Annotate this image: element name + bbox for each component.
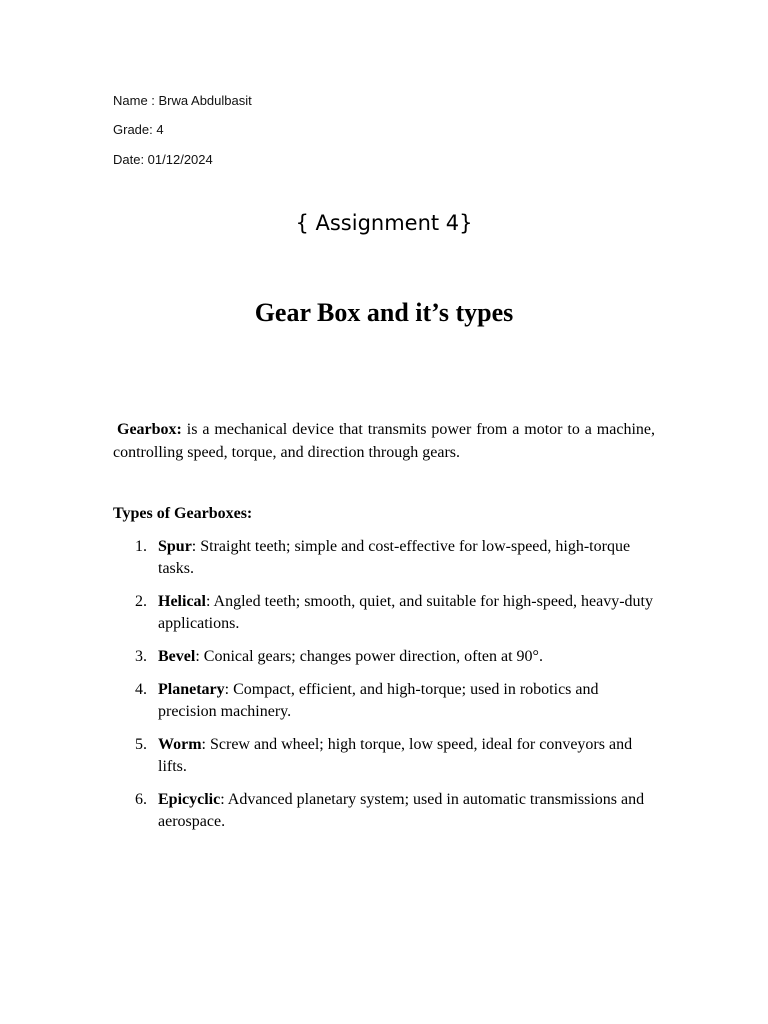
assignment-date: Date: 01/12/2024 (113, 152, 213, 167)
list-item-term: Epicyclic (158, 791, 221, 808)
list-item-term: Planetary (158, 681, 225, 698)
list-item-number: 6. (135, 791, 147, 808)
list-item (113, 734, 653, 778)
list-item-description: : Angled teeth; smooth, quiet, and suitable for high-speed, heavy-duty applications. (158, 593, 653, 632)
list-item (113, 646, 653, 668)
intro-text: is a mechanical device that transmits power from a motor to a machine, controlling speed, torque, and direction through gears. (113, 421, 655, 461)
list-item-term: Worm (158, 736, 202, 753)
assignment-title: { Assignment 4} (295, 211, 473, 235)
list-item-description: : Conical gears; changes power direction, often at 90°. (195, 648, 543, 665)
list-item-term: Helical (158, 593, 206, 610)
list-item-description: : Screw and wheel; high torque, low speed, ideal for conveyors and lifts. (158, 736, 633, 775)
list-item (113, 536, 653, 580)
list-item-number: 2. (135, 593, 147, 610)
list-item (113, 679, 653, 723)
list-item-number: 4. (135, 681, 147, 698)
student-name: Name : Brwa Abdulbasit (113, 93, 252, 108)
list-item-description: : Compact, efficient, and high-torque; used in robotics and precision machinery. (158, 681, 599, 720)
list-item (113, 591, 653, 635)
gearbox-types-list (113, 536, 653, 844)
list-item-term: Spur (158, 538, 192, 555)
page-title: Gear Box and it’s types (254, 298, 514, 327)
list-item (113, 789, 653, 833)
list-item-number: 1. (135, 538, 147, 555)
list-item-description: : Advanced planetary system; used in automatic transmissions and aerospace. (158, 791, 645, 830)
student-grade: Grade: 4 (113, 122, 164, 137)
list-item-term: Bevel (158, 648, 196, 665)
types-heading: Types of Gearboxes: (113, 505, 253, 522)
intro-term: Gearbox: (117, 421, 182, 438)
intro-paragraph (113, 418, 655, 464)
list-item-number: 3. (135, 648, 147, 665)
list-item-description: : Straight teeth; simple and cost-effective for low-speed, high-torque tasks. (158, 538, 631, 577)
list-item-number: 5. (135, 736, 147, 753)
